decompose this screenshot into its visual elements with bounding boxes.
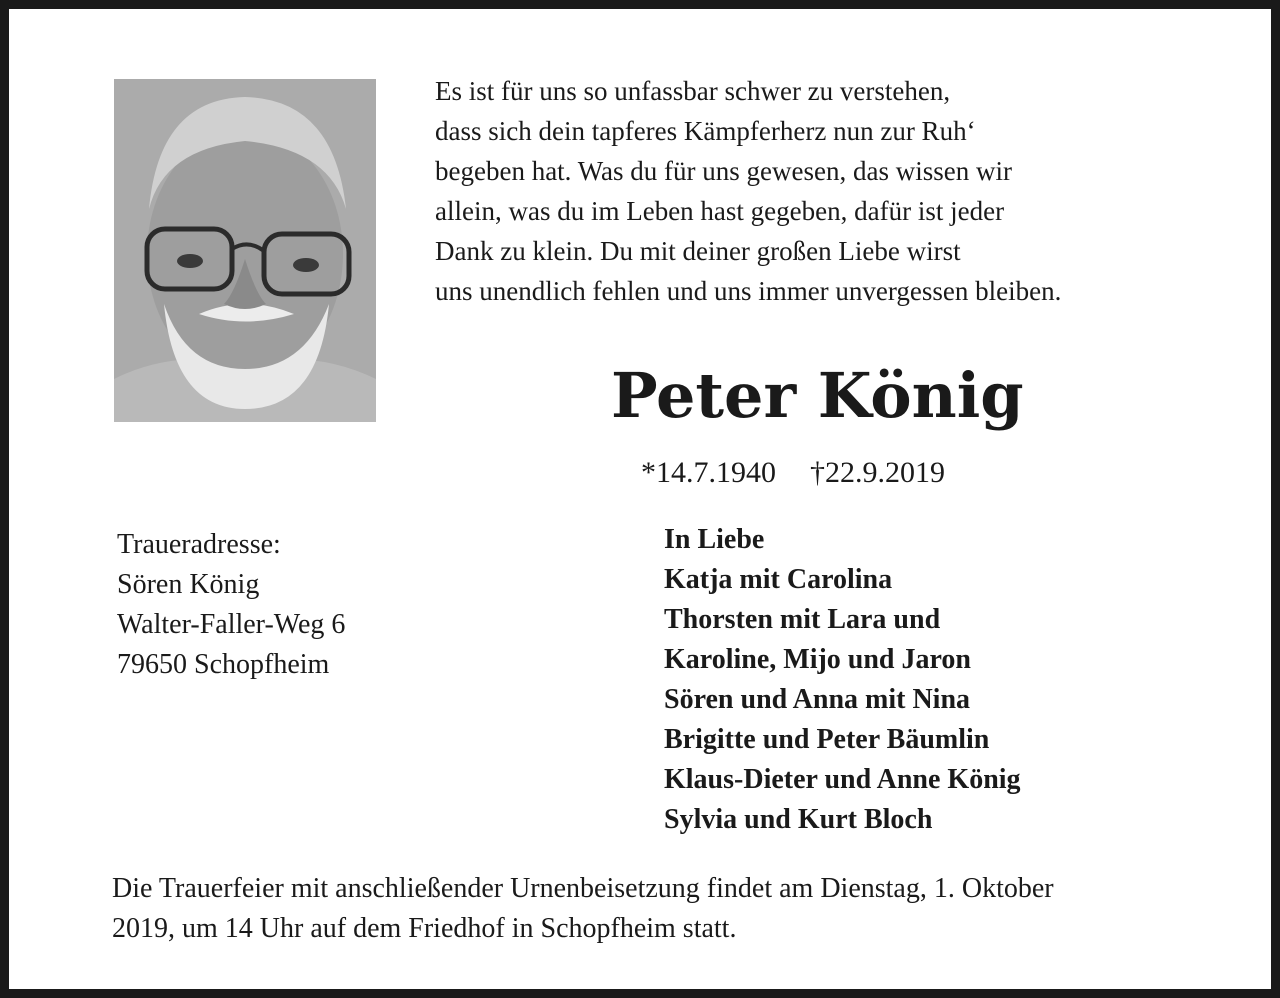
address-line: Traueradresse:	[117, 529, 281, 560]
family-line: Klaus-Dieter und Anne König	[664, 764, 1021, 795]
poem-line: uns unendlich fehlen und uns immer unvergessen bleiben.	[435, 276, 1062, 306]
birth-date: *14.7.1940	[641, 456, 776, 489]
funeral-info	[112, 869, 1212, 949]
family-line: Katja mit Carolina	[664, 564, 893, 595]
funeral-line: Die Trauerfeier mit anschließender Urnenbeisetzung findet am Dienstag, 1. Oktober	[112, 873, 1054, 904]
family-line: Sören und Anna mit Nina	[664, 684, 971, 715]
poem-line: Dank zu klein. Du mit deiner großen Liebe wirst	[435, 236, 961, 266]
funeral-line: 2019, um 14 Uhr auf dem Friedhof in Schopfheim statt.	[112, 913, 737, 944]
deceased-name: Peter König	[611, 359, 1024, 432]
portrait-image	[114, 79, 376, 422]
poem-line: dass sich dein tapferes Kämpferherz nun zur Ruh‘	[435, 116, 976, 146]
poem-line: allein, was du im Leben hast gegeben, dafür ist jeder	[435, 196, 1005, 226]
mourning-address	[117, 525, 345, 685]
life-dates	[641, 455, 945, 491]
address-line: Sören König	[117, 569, 260, 600]
portrait-photo	[114, 79, 376, 422]
address-line: Walter-Faller-Weg 6	[117, 609, 346, 640]
death-date: †22.9.2019	[810, 456, 945, 489]
poem-line: Es ist für uns so unfassbar schwer zu verstehen,	[435, 76, 951, 106]
family-line: In Liebe	[664, 524, 765, 555]
family-line: Karoline, Mijo und Jaron	[664, 644, 972, 675]
family-line: Thorsten mit Lara und	[664, 604, 941, 635]
memorial-poem	[435, 71, 1215, 311]
poem-line: begeben hat. Was du für uns gewesen, das wissen wir	[435, 156, 1012, 186]
address-line: 79650 Schopfheim	[117, 649, 330, 680]
family-line: Brigitte und Peter Bäumlin	[664, 724, 990, 755]
family-signatures	[664, 520, 1021, 840]
family-line: Sylvia und Kurt Bloch	[664, 804, 933, 835]
